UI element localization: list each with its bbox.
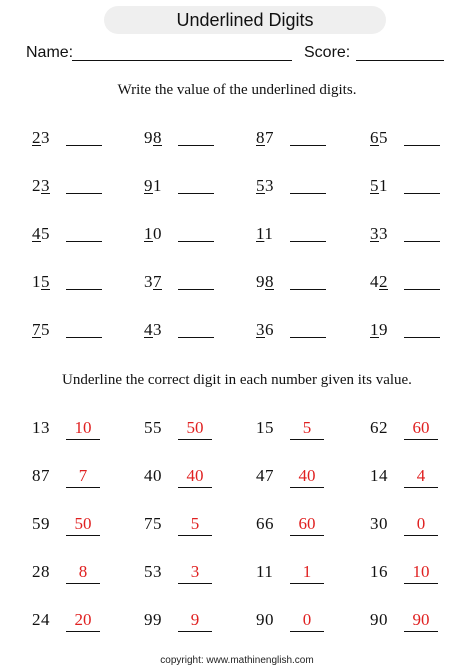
number bbox=[32, 128, 50, 148]
underlined-digit: 1 bbox=[370, 320, 379, 339]
digit: 9 bbox=[256, 272, 265, 291]
answer-blank[interactable] bbox=[290, 337, 326, 338]
number: 47 bbox=[256, 466, 274, 485]
underlined-digit: 3 bbox=[370, 224, 379, 243]
title-text: Underlined Digits bbox=[176, 9, 314, 30]
underlined-digit: 2 bbox=[32, 128, 41, 147]
section2-row bbox=[0, 514, 474, 544]
section2-row bbox=[0, 466, 474, 496]
answer-blank[interactable] bbox=[66, 289, 102, 290]
number: 53 bbox=[144, 562, 162, 581]
number: 55 bbox=[144, 418, 162, 437]
number: 59 bbox=[32, 514, 50, 533]
answer-blank[interactable] bbox=[178, 241, 214, 242]
given-value: 8 bbox=[66, 562, 100, 584]
digit: 0 bbox=[153, 224, 162, 243]
digit: 7 bbox=[265, 128, 274, 147]
underlined-digit: 1 bbox=[256, 224, 265, 243]
underlined-digit: 5 bbox=[256, 176, 265, 195]
digit: 1 bbox=[153, 176, 162, 195]
given-value: 10 bbox=[66, 418, 100, 440]
underlined-digit: 5 bbox=[41, 272, 50, 291]
answer-blank[interactable] bbox=[66, 241, 102, 242]
digit: 1 bbox=[32, 272, 41, 291]
number bbox=[256, 272, 274, 292]
name-label: Name: bbox=[26, 44, 74, 61]
number bbox=[144, 176, 162, 196]
section1-row bbox=[0, 224, 474, 254]
section1-row bbox=[0, 128, 474, 158]
number: 14 bbox=[370, 466, 388, 485]
number bbox=[144, 224, 162, 244]
digit: 1 bbox=[264, 224, 274, 243]
digit: 2 bbox=[32, 176, 41, 195]
number: 90 bbox=[370, 610, 388, 629]
worksheet-title bbox=[104, 6, 386, 34]
number bbox=[144, 272, 162, 292]
section1-row bbox=[0, 320, 474, 350]
given-value: 5 bbox=[178, 514, 212, 536]
digit: 5 bbox=[41, 320, 50, 339]
section1-row bbox=[0, 272, 474, 302]
digit: 3 bbox=[144, 272, 153, 291]
given-value: 9 bbox=[178, 610, 212, 632]
given-value: 10 bbox=[404, 562, 438, 584]
number: 16 bbox=[370, 562, 388, 581]
number: 40 bbox=[144, 466, 162, 485]
number bbox=[256, 320, 274, 340]
digit: 1 bbox=[379, 176, 388, 195]
number: 99 bbox=[144, 610, 162, 629]
given-value: 60 bbox=[404, 418, 438, 440]
underlined-digit: 4 bbox=[32, 224, 41, 243]
number bbox=[370, 320, 388, 340]
answer-blank[interactable] bbox=[66, 145, 102, 146]
section2-instruction: Underline the correct digit in each number given its value. bbox=[62, 372, 412, 388]
header-row bbox=[26, 44, 446, 66]
given-value: 50 bbox=[66, 514, 100, 536]
given-value: 90 bbox=[404, 610, 438, 632]
answer-blank[interactable] bbox=[290, 241, 326, 242]
underlined-digit: 3 bbox=[41, 176, 50, 195]
digit: 9 bbox=[144, 128, 153, 147]
number: 62 bbox=[370, 418, 388, 437]
underlined-digit: 8 bbox=[256, 128, 265, 147]
given-value: 1 bbox=[290, 562, 324, 584]
number bbox=[370, 128, 388, 148]
given-value: 5 bbox=[290, 418, 324, 440]
copyright-footer: copyright: www.mathinenglish.com bbox=[160, 655, 314, 666]
underlined-digit: 3 bbox=[256, 320, 265, 339]
number: 66 bbox=[256, 514, 274, 533]
given-value: 7 bbox=[66, 466, 100, 488]
number bbox=[370, 224, 388, 244]
given-value: 3 bbox=[178, 562, 212, 584]
number: 13 bbox=[32, 418, 50, 437]
digit: 3 bbox=[153, 320, 162, 339]
number bbox=[144, 320, 162, 340]
score-line bbox=[356, 60, 444, 61]
answer-blank[interactable] bbox=[66, 337, 102, 338]
number bbox=[370, 272, 388, 292]
underlined-digit: 6 bbox=[370, 128, 379, 147]
section1-instruction: Write the value of the underlined digits. bbox=[117, 82, 357, 98]
name-line bbox=[72, 60, 292, 61]
number: 11 bbox=[256, 562, 274, 581]
number: 87 bbox=[32, 466, 50, 485]
number: 28 bbox=[32, 562, 50, 581]
number: 15 bbox=[256, 418, 274, 437]
number: 90 bbox=[256, 610, 274, 629]
number: 24 bbox=[32, 610, 50, 629]
given-value: 40 bbox=[290, 466, 324, 488]
section2-row bbox=[0, 610, 474, 640]
underlined-digit: 9 bbox=[144, 176, 153, 195]
underlined-digit: 8 bbox=[153, 128, 162, 147]
underlined-digit: 1 bbox=[144, 224, 153, 243]
number bbox=[32, 224, 50, 244]
answer-blank[interactable] bbox=[178, 289, 214, 290]
underlined-digit: 2 bbox=[379, 272, 388, 291]
answer-blank[interactable] bbox=[290, 145, 326, 146]
underlined-digit: 5 bbox=[370, 176, 379, 195]
answer-blank[interactable] bbox=[178, 337, 214, 338]
answer-blank[interactable] bbox=[404, 145, 440, 146]
digit: 3 bbox=[265, 176, 274, 195]
section2-row bbox=[0, 562, 474, 592]
number bbox=[32, 176, 50, 196]
answer-blank[interactable] bbox=[290, 193, 326, 194]
number bbox=[370, 176, 388, 196]
digit: 5 bbox=[41, 224, 50, 243]
underlined-digit: 7 bbox=[153, 272, 162, 291]
answer-blank[interactable] bbox=[66, 193, 102, 194]
section2-row bbox=[0, 418, 474, 448]
given-value: 60 bbox=[290, 514, 324, 536]
answer-blank[interactable] bbox=[178, 193, 214, 194]
digit: 6 bbox=[265, 320, 274, 339]
given-value: 50 bbox=[178, 418, 212, 440]
number bbox=[144, 128, 162, 148]
digit: 3 bbox=[41, 128, 50, 147]
answer-blank[interactable] bbox=[404, 337, 440, 338]
given-value: 0 bbox=[290, 610, 324, 632]
underlined-digit: 4 bbox=[144, 320, 153, 339]
answer-blank[interactable] bbox=[404, 193, 440, 194]
answer-blank[interactable] bbox=[404, 289, 440, 290]
digit: 3 bbox=[379, 224, 388, 243]
number bbox=[256, 128, 274, 148]
given-value: 20 bbox=[66, 610, 100, 632]
number: 30 bbox=[370, 514, 388, 533]
score-label: Score: bbox=[304, 44, 351, 61]
given-value: 40 bbox=[178, 466, 212, 488]
number bbox=[256, 224, 273, 244]
answer-blank[interactable] bbox=[290, 289, 326, 290]
digit: 4 bbox=[370, 272, 379, 291]
underlined-digit: 8 bbox=[265, 272, 274, 291]
section1-row bbox=[0, 176, 474, 206]
underlined-digit: 7 bbox=[32, 320, 41, 339]
number bbox=[32, 320, 50, 340]
number bbox=[32, 272, 50, 292]
given-value: 0 bbox=[404, 514, 438, 536]
digit: 9 bbox=[379, 320, 388, 339]
answer-blank[interactable] bbox=[178, 145, 214, 146]
answer-blank[interactable] bbox=[404, 241, 440, 242]
given-value: 4 bbox=[404, 466, 438, 488]
digit: 5 bbox=[379, 128, 388, 147]
number bbox=[256, 176, 274, 196]
number: 75 bbox=[144, 514, 162, 533]
